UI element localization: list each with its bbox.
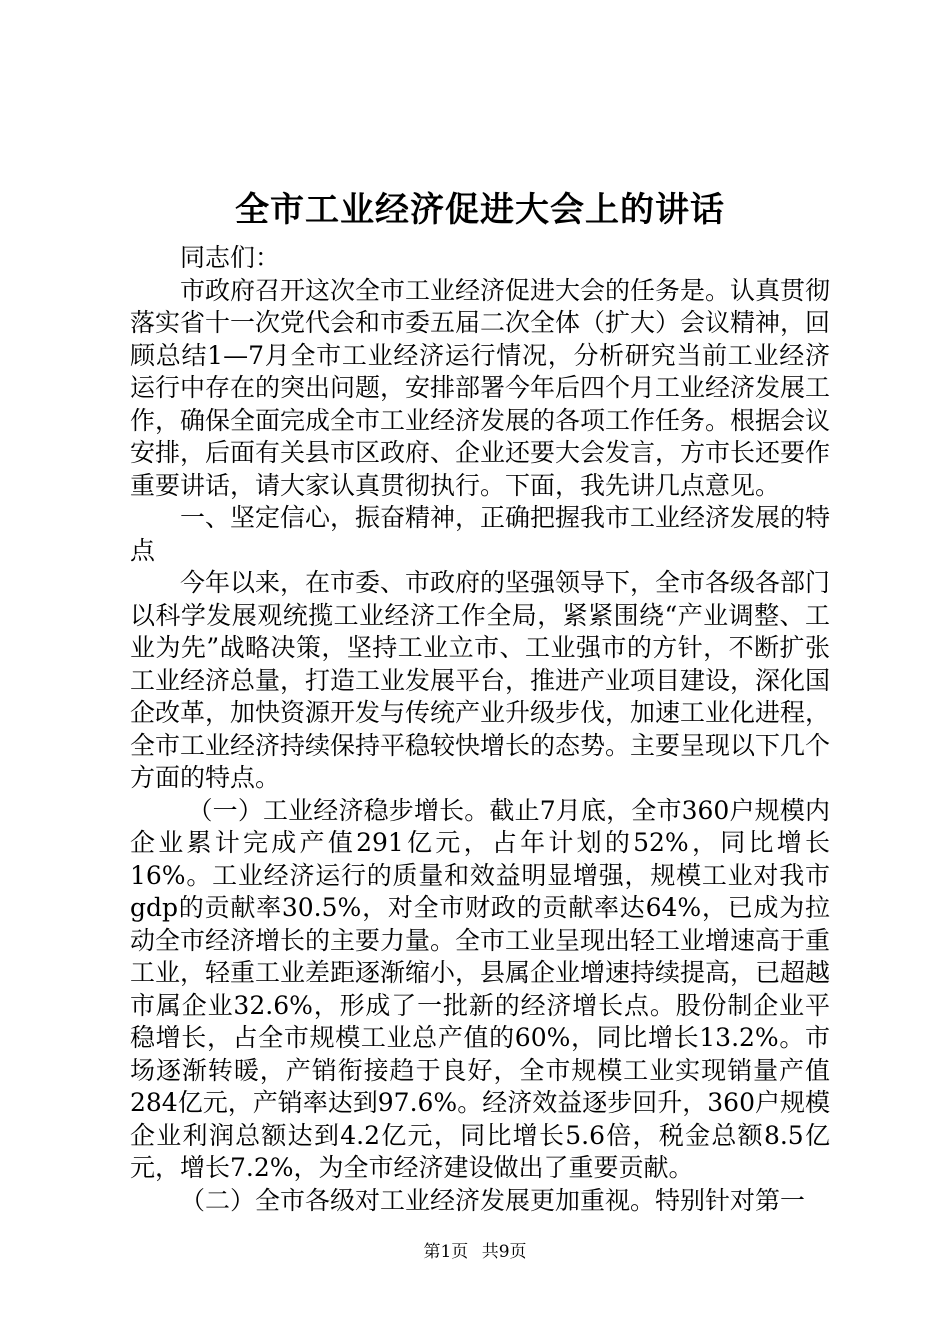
subsection-paragraph: （一）工业经济稳步增长。截止7月底，全市360户规模内企业累计完成产值291亿元，占年计划的52%，同比增长16%。工业经济运行的质量和效益明显增强，规模工业对我市gdp的贡献率30.5%，对全市财政的贡献率达64%，已成为拉动全市经济增长的主要力量。全市工业呈现出轻工业增速高于重工业，轻重工业差距逐渐缩小，县属企业增速持续提高，已超越市属企业32.6%，形成了一批新的经济增长点。股份制企业平稳增长，占全市规模工业总产值的60%，同比增长13.2%。市场逐渐转暖，产销衔接趋于良好，全市规模工业实现销量产值284亿元，产销率达到97.6%。经济效益逐步回升，360户规模企业利润总额达到4.2亿元，同比增长5.6倍，税金总额8.5亿元，增长7.2%，为全市经济建设做出了重要贡献。 bbox=[130, 795, 831, 1182]
document-title: 全市工业经济促进大会上的讲话 bbox=[235, 190, 725, 230]
section-heading: 一、坚定信心，振奋精神，正确把握我市工业经济发展的特点 bbox=[130, 503, 831, 565]
body-paragraph: 今年以来，在市委、市政府的坚强领导下，全市各级各部门以科学发展观统揽工业经济工作全局，紧紧围绕“产业调整、工业为先”战略决策，坚持工业立市、工业强市的方针，不断扩张工业经济总量，打造工业发展平台，推进产业项目建设，深化国企改革，加快资源开发与传统产业升级步伐，加速工业化进程，全市工业经济持续保持平稳较快增长的态势。主要呈现以下几个方面的特点。 bbox=[130, 568, 831, 792]
body-paragraph: 市政府召开这次全市工业经济促进大会的任务是。认真贯彻落实省十一次党代会和市委五届二次全体（扩大）会议精神，回顾总结1—7月全市工业经济运行情况，分析研究当前工业经济运行中存在的突出问题，安排部署今年后四个月工业经济发展工作，确保全面完成全市工业经济发展的各项工作任务。根据会议安排，后面有关县市区政府、企业还要大会发言，方市长还要作重要讲话，请大家认真贯彻执行。下面，我先讲几点意见。 bbox=[130, 275, 831, 500]
page-footer bbox=[0, 1240, 950, 1264]
page-number: 第1页 bbox=[423, 1242, 469, 1262]
greeting-paragraph: 同志们： bbox=[180, 243, 281, 272]
page-total: 共9页 bbox=[481, 1242, 527, 1262]
subsection-paragraph: （二）全市各级对工业经济发展更加重视。特别针对第一 bbox=[180, 1185, 806, 1215]
document-page bbox=[130, 180, 830, 1217]
